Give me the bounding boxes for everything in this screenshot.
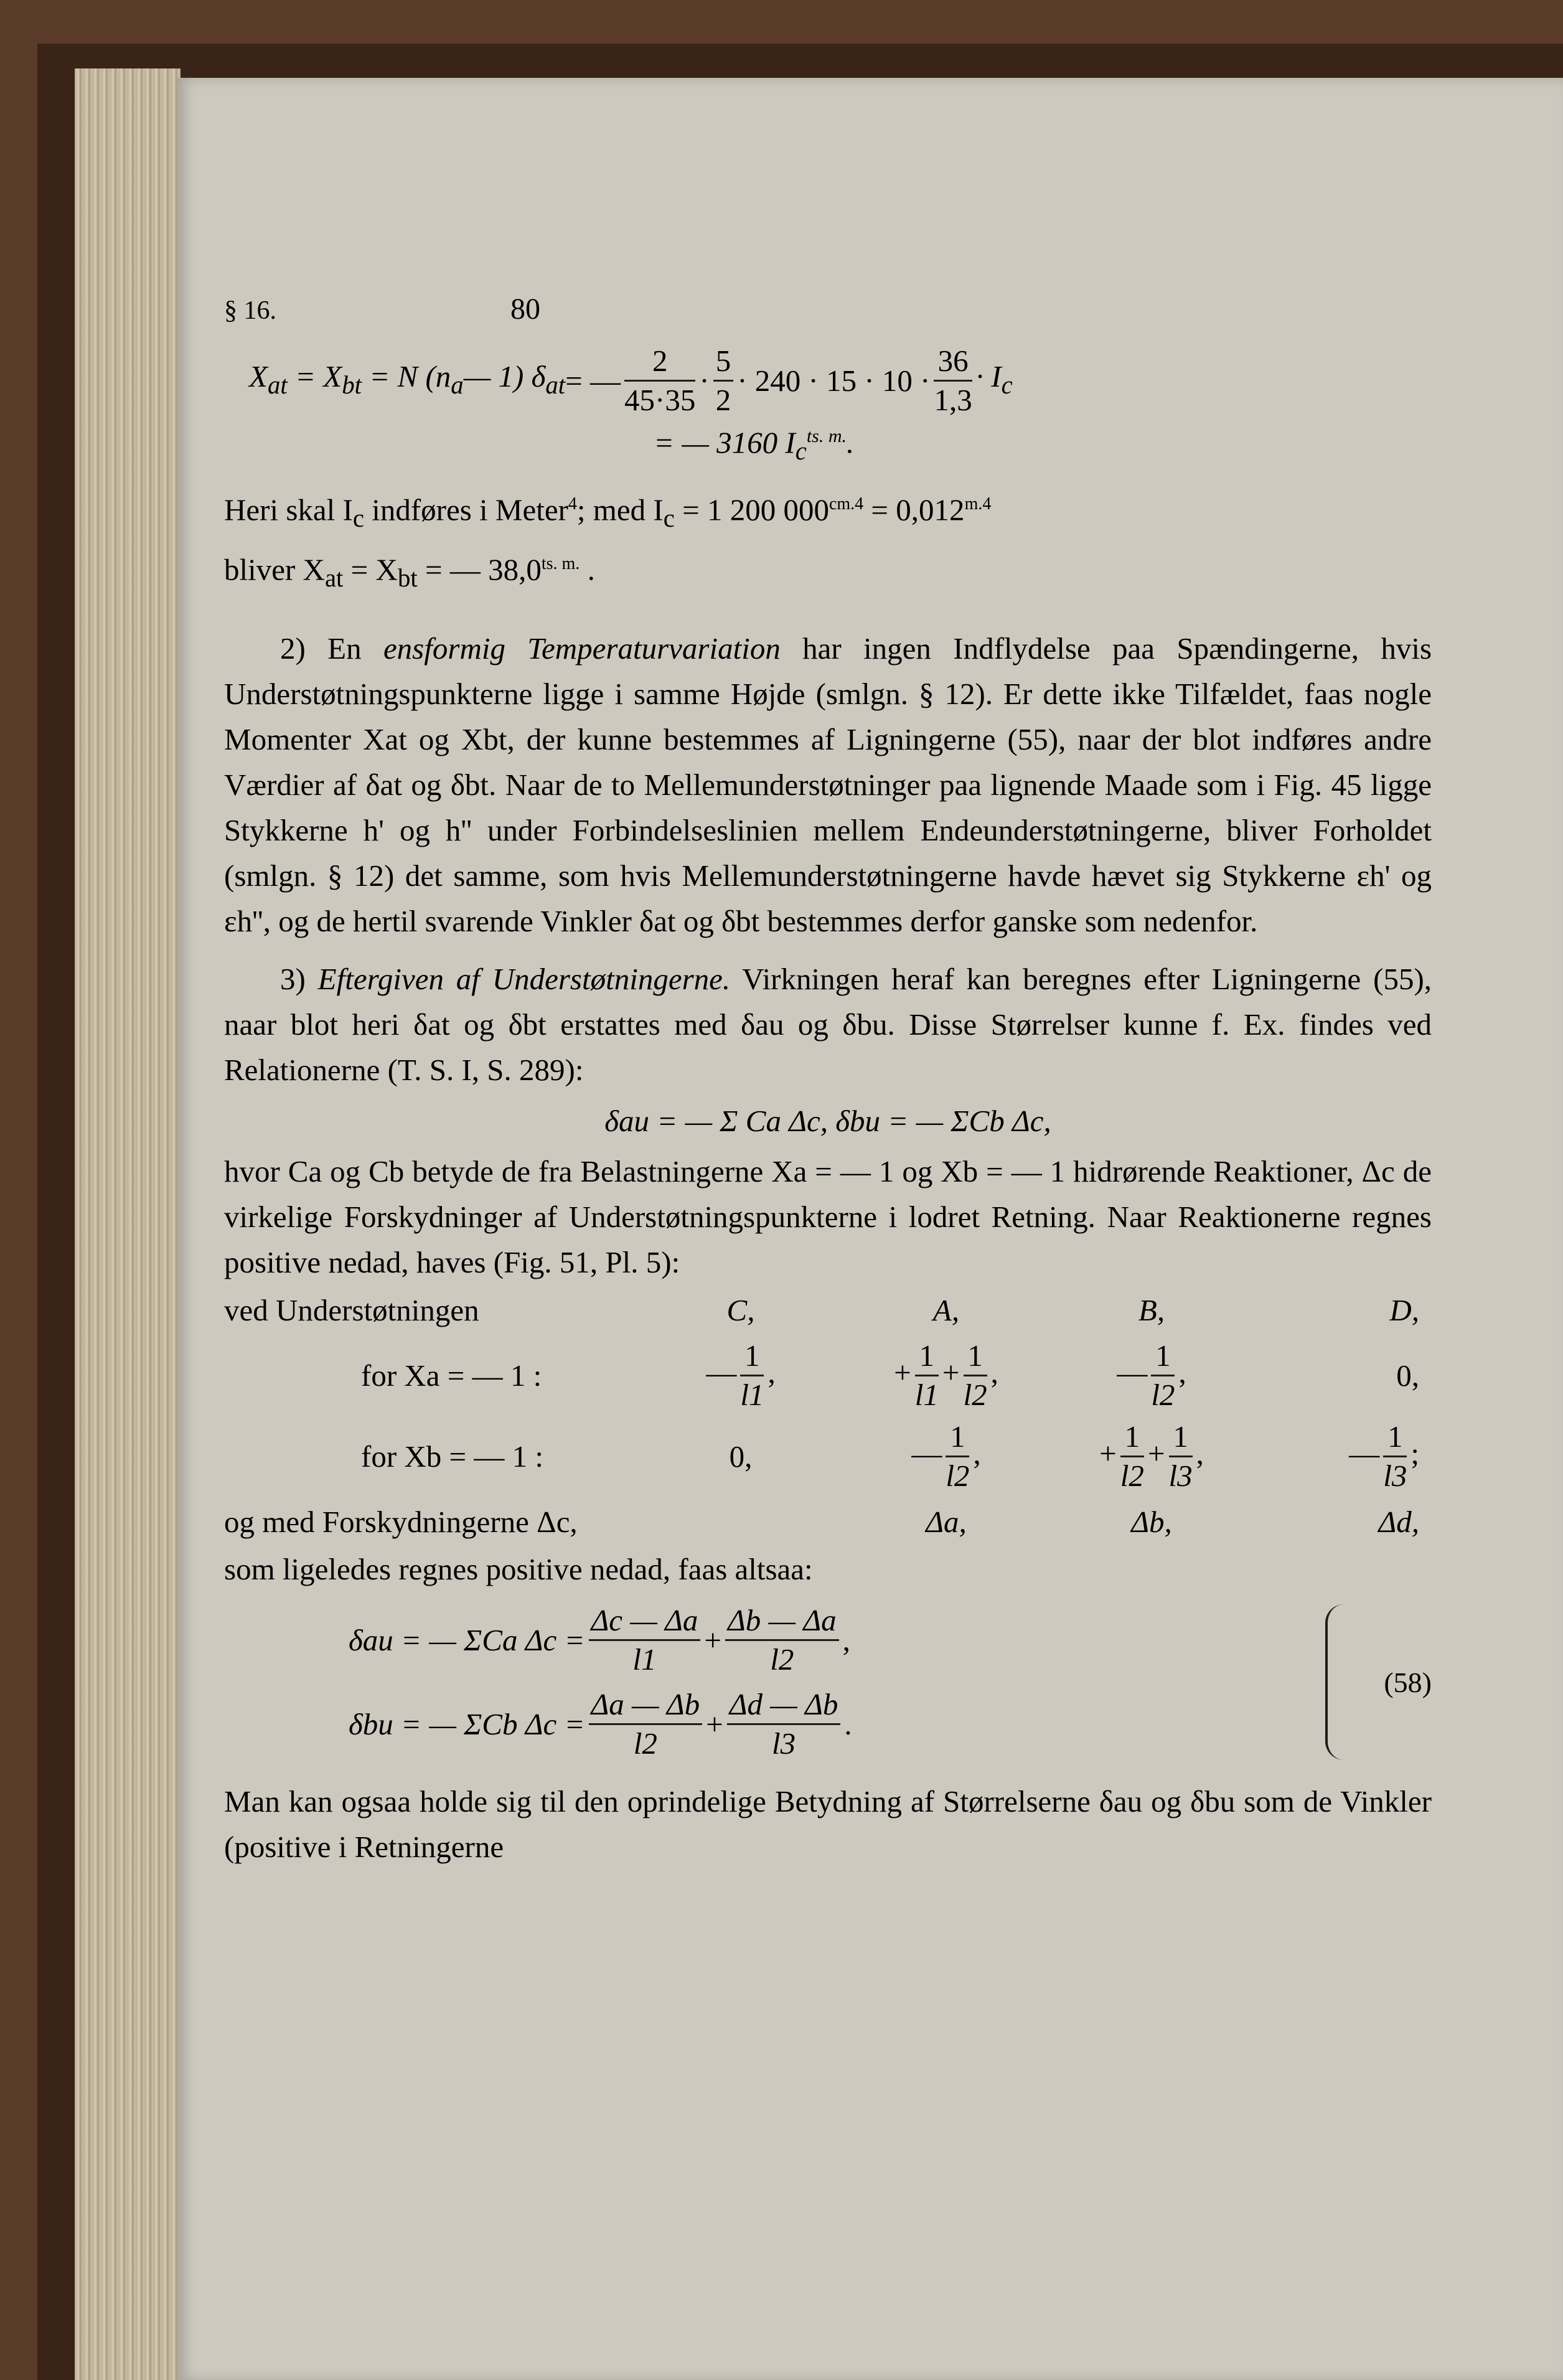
table-col-d: D, (1389, 1292, 1419, 1327)
paragraph-title: ensformig Temperaturvariation (383, 631, 781, 666)
heri-line-2: bliver $X_{at} = X_{bt}$ = — $38,0^{ts. m.}$ . (224, 552, 595, 593)
eq-part: · 240 · 15 · 10 · (737, 364, 931, 398)
eq-part: — 1) $\delta_{at}$ (463, 359, 566, 399)
equation-relations (224, 1093, 1432, 1149)
paragraph-closing: Man kan ogsaa holde sig til den oprindelige Betydning af Størrelserne δau og δbu som de Vinkler (positive i Retningerne (224, 1784, 1432, 1865)
page-header (224, 286, 1432, 342)
cell-b: + $\frac{1}{l2}$ + $\frac{1}{l3}$ , (1099, 1419, 1204, 1493)
cell-a: Δa, (926, 1504, 967, 1539)
heri-line-1: Heri skal $I_c$ indføres i Meter$^4$; med $I_c = 1$ 200 $000^{cm.4} = 0,012^{m.4}$ (224, 492, 992, 533)
equation-dbu (349, 1682, 1282, 1766)
fraction: $\frac{\Delta d — \Delta b}{l3}$ (727, 1686, 841, 1762)
equation-dau (349, 1598, 1282, 1682)
equation-number: (58) (1384, 1666, 1432, 1698)
paragraph-positive: som ligeledes regnes positive nedad, faas altsaa: (224, 1552, 813, 1587)
eq-lhs: δau = — ΣCa Δc = (349, 1623, 585, 1658)
row-label: for Xb = — 1 : (361, 1439, 544, 1474)
eq-end: . (844, 1707, 852, 1742)
table-row-xa (224, 1335, 1432, 1416)
row-label: og med Forskydningerne Δc, (224, 1504, 578, 1539)
eq-lhs: $X_{at}$ (249, 359, 288, 399)
fraction: $\frac{\Delta b — \Delta a}{l2}$ (725, 1602, 839, 1678)
table-col-b: B, (1138, 1292, 1165, 1327)
fraction: $\frac{\Delta c — \Delta a}{l1}$ (589, 1602, 701, 1678)
eq-relations: δau = — Σ Ca Δc, δbu = — ΣCb Δc, (604, 1103, 1051, 1138)
eq-part: = $X_{bt}$ (294, 359, 362, 399)
table-row-displacements (224, 1497, 1432, 1546)
table-col-a: A, (932, 1292, 960, 1327)
cell-c: — $\frac{1}{l1}$ , (706, 1338, 776, 1412)
fraction: $\frac{5}{2}$ (713, 342, 734, 419)
fraction: $\frac{36}{1,3}$ (934, 344, 972, 417)
cell-b: Δb, (1131, 1504, 1172, 1539)
right-brace (1325, 1604, 1353, 1760)
cell-d: 0, (1396, 1358, 1419, 1393)
equation-result (654, 419, 1432, 469)
fraction: $\frac{\Delta a — \Delta b}{l2}$ (589, 1686, 703, 1762)
table-label: ved Understøtningen (224, 1292, 479, 1327)
paragraph-title: Eftergiven af Understøtningerne. (317, 962, 731, 997)
cell-d: Δd, (1378, 1504, 1419, 1539)
eq-plus: + (706, 1707, 723, 1742)
eq-part: = N ($n_a$ (369, 359, 464, 399)
eq-dot: · (699, 364, 710, 398)
eq-part: = — (565, 364, 621, 398)
paragraph-reactions: hvor Ca og Cb betyde de fra Belastningerne Xa = — 1 og Xb = — 1 hidrørende Reaktioner, Δc de virkelige Forskydninger af Understøtningspunkterne i lodret Retning. Naar Reaktionerne regnes positive nedad, haves (Fig. 51, Pl. 5): (224, 1154, 1432, 1280)
row-label: for Xa = — 1 : (361, 1358, 542, 1393)
cell-b: — $\frac{1}{l2}$ , (1117, 1338, 1186, 1412)
cell-a: + $\frac{1}{l1}$ + $\frac{1}{l2}$ , (894, 1338, 998, 1412)
eq-plus: + (704, 1623, 722, 1658)
table-header-row (224, 1285, 1432, 1335)
page-edges (75, 68, 181, 2380)
paragraph-temperature: 2) En ensformig Temperaturvariation har ingen Indflydelse paa Spændingerne, hvis Understøtningspunkterne ligge i samme Højde (smlgn. § 12). Er dette ikke Tilfældet, faas nogle Momenter Xat og Xbt, der kunne bestemmes af Ligningerne (55), naar der blot indføres andre Værdier af δat og δbt. Naar de to Mellemunderstøtninger paa lignende Maade som i Fig. 45 ligge Stykkerne h' og h'' under Forbindelseslinien mellem Endeunderstøtningerne, bliver Forholdet (smlgn. § 12) det samme, som hvis Mellemunderstøtningerne havde hævet sig Stykkerne εh' og εh'', og de hertil svarende Vinkler δat og δbt bestemmes derfor ganske som nedenfor. (224, 631, 1432, 939)
equation-xat (249, 342, 1432, 419)
cell-c: 0, (729, 1439, 753, 1474)
page-number: 80 (510, 293, 540, 326)
cell-a: — $\frac{1}{l2}$ , (911, 1419, 981, 1493)
cell-d: — $\frac{1}{l3}$ ; (1349, 1419, 1419, 1493)
equation-system-58 (224, 1598, 1432, 1766)
table-col-c: C, (726, 1292, 755, 1327)
section-mark: § 16. (224, 296, 276, 325)
system-equations (349, 1598, 1282, 1766)
eq-result: = — 3160 $I_c^{ts. m.}$. (654, 425, 855, 466)
eq-part: · $I_c$ (975, 359, 1013, 399)
page-text (224, 286, 1432, 1870)
paragraph-eftergiven: 3) Eftergiven af Understøtningerne. Virkningen heraf kan beregnes efter Ligningerne (55), naar blot heri δat og δbt erstattes med δau og δbu. Disse Størrelser kunne f. Ex. findes ved Relationerne (T. S. I, S. 289): (224, 962, 1432, 1088)
eq-lhs: δbu = — ΣCb Δc = (349, 1707, 585, 1742)
fraction: $\frac{2}{45\cdot 35}$ (624, 344, 696, 417)
eq-end: , (842, 1623, 850, 1658)
table-row-xb (224, 1416, 1432, 1497)
